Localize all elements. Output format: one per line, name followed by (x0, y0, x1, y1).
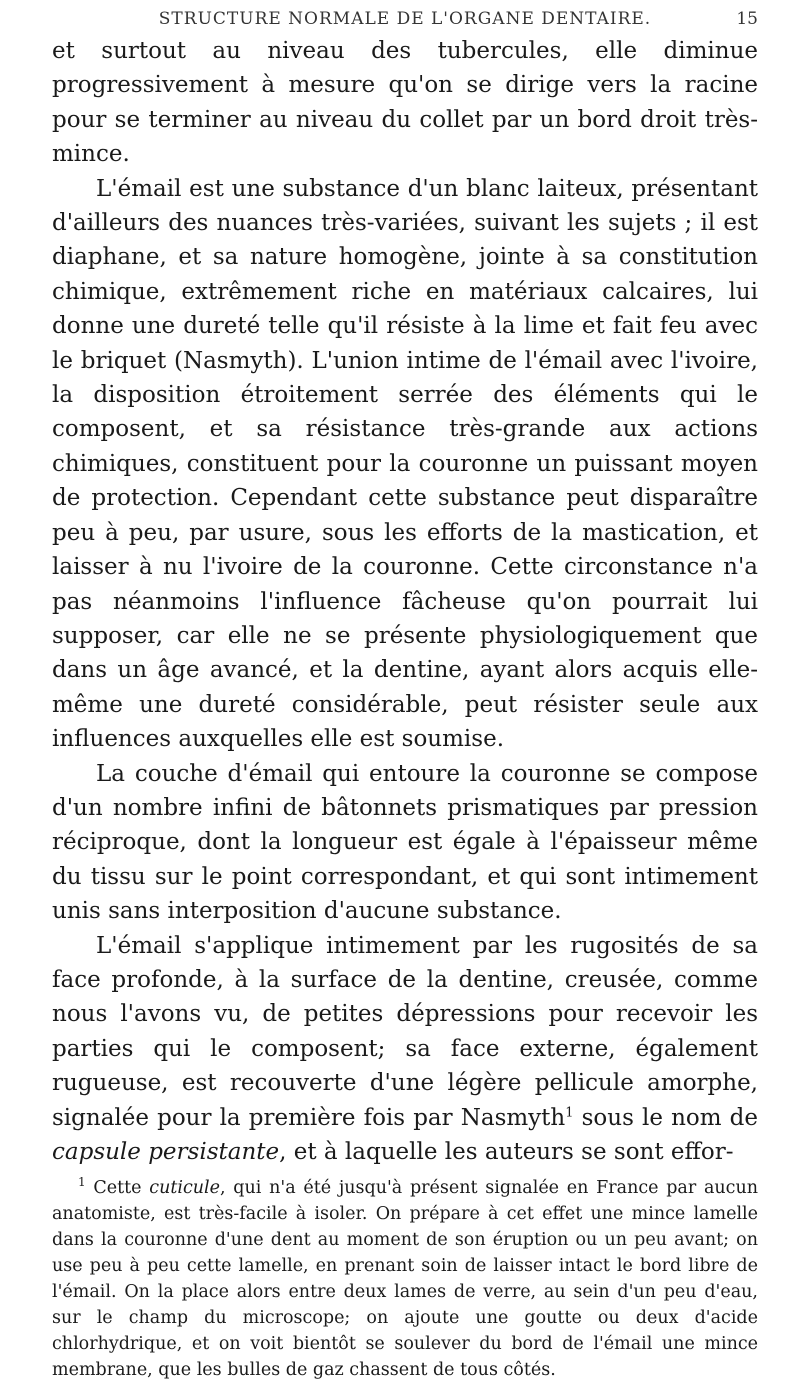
footnote-reference[interactable]: 1 (565, 1104, 574, 1120)
footnote-text: , qui n'a été jusqu'à présent signalée en France par aucun anatomiste, est très-facile à isoler. On prépare à cet effet une mince lamelle dans la couronne d'une dent au moment de son éruption ou un peu avant; on use peu à peu cette lamelle, en prenant soin de laisser intact le bord libre de l'émail. On la place alors entre deux lames de verre, au sein d'un peu d'eau, sur le champ du microscope; on ajoute une goutte ou deux d'acide chlorhydrique, et on voit bientôt se soulever du bord de l'émail une mince membrane, que les bulles de gaz chassent de tous côtés. (52, 1178, 759, 1381)
paragraph-text: sous le nom de (573, 1104, 758, 1131)
footnote-italic-term: cuticule (149, 1178, 221, 1199)
italic-term: capsule persistante (52, 1139, 280, 1165)
footnote-text: Cette (85, 1178, 150, 1199)
paragraph-text: L'émail s'applique intimement par les rugosités de sa face profonde, à la surface de la dentine, creusée, comme nous l'avons vu, de petites dépressions pour recevoir les parties qui le composent; sa face externe, également rugueuse, est recouverte d'une légère pellicule amorphe, signalée pour la première fois par Nasmyth (52, 932, 758, 1131)
paragraph-enamel-layer: La couche d'émail qui entoure la couronne se compose d'un nombre infini de bâtonnets prismatiques par pression réciproque, dont la longueur est égale à l'épaisseur même du tissu sur le point correspondant, et qui sont intimement unis sans interposition d'aucune substance. (52, 760, 758, 925)
paragraph-enamel-application (52, 929, 758, 1170)
paragraph-continuation: et surtout au niveau des tubercules, elle diminue progressivement à mesure qu'on se dirige vers la racine pour se terminer au niveau du collet par un bord droit très-mince. (52, 38, 758, 168)
body-text (52, 34, 758, 1169)
paragraph-text: , et à laquelle les auteurs se sont effor- (279, 1139, 734, 1165)
running-head (52, 6, 758, 32)
page-number: 15 (736, 9, 758, 29)
footnote (52, 1175, 758, 1383)
footnote-marker: 1 (78, 1175, 86, 1190)
footnotes (52, 1175, 758, 1383)
running-title: STRUCTURE NORMALE DE L'ORGANE DENTAIRE. (158, 9, 652, 29)
paragraph-email-description: L'émail est une substance d'un blanc laiteux, présentant d'ailleurs des nuances très-variées, suivant les sujets ; il est diaphane, et sa nature homogène, jointe à sa constitution chimique, extrêmement riche en matériaux calcaires, lui donne une dureté telle qu'il résiste à la lime et fait feu avec le briquet (Nasmyth). L'union intime de l'émail avec l'ivoire, la disposition étroitement serrée des éléments qui le composent, et sa résistance très-grande aux actions chimiques, constituent pour la couronne un puissant moyen de protection. Cependant cette substance peut disparaître peu à peu, par usure, sous les efforts de la mastication, et laisser à nu l'ivoire de la couronne. Cette circonstance n'a pas néanmoins l'influence fâcheuse qu'on pourrait lui supposer, car elle ne se présente physiologiquement que dans un âge avancé, et la dentine, ayant alors acquis elle-même une dureté considérable, peut résister seule aux influences auxquelles elle est soumise. (52, 175, 758, 753)
